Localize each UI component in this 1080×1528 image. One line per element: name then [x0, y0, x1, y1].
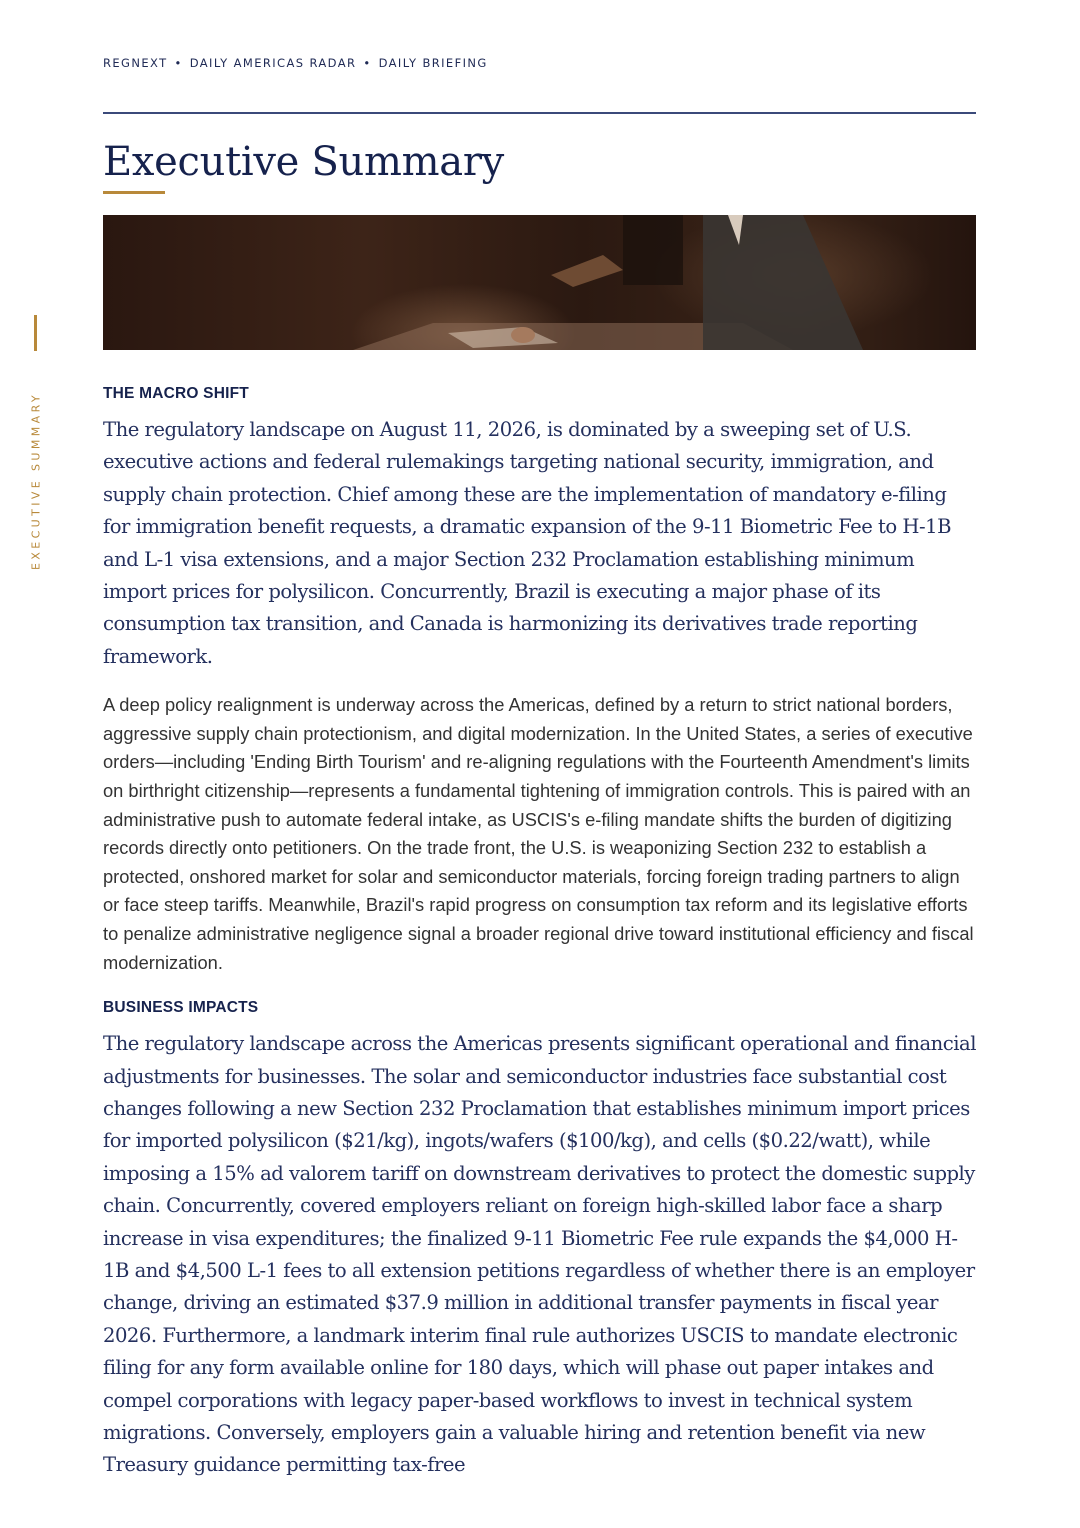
sidebar-section-label: EXECUTIVE SUMMARY	[29, 391, 43, 571]
hero-illustration	[103, 215, 976, 350]
breadcrumb-item-type: DAILY BRIEFING	[378, 56, 488, 70]
summary-content	[103, 383, 976, 1482]
breadcrumb-item-publication: DAILY AMERICAS RADAR	[189, 56, 357, 70]
breadcrumb-separator: •	[174, 56, 183, 70]
breadcrumb-separator: •	[363, 56, 372, 70]
header-divider	[103, 112, 976, 114]
section-heading: THE MACRO SHIFT	[103, 385, 249, 402]
hero-image	[103, 215, 976, 350]
figure-silhouette-left	[623, 215, 683, 285]
section-macro-shift	[103, 383, 976, 977]
folder-in-hand	[551, 255, 623, 287]
page-title: Executive Summary	[103, 139, 504, 185]
section-business-impacts	[103, 997, 976, 1482]
hand	[511, 327, 535, 343]
section-lead-paragraph: The regulatory landscape on August 11, 2026, is dominated by a sweeping set of U.S. executive actions and federal rulemakings targeting national security, immigration, and supply chain protection. Chief among these are the implementation of mandatory e-filing for immigration benefit requests, a dramatic expansion of the 9-11 Biometric Fee to H-1B and L-1 visa extensions, and a major Section 232 Proclamation establishing minimum import prices for polysilicon. Concurrently, Brazil is executing a major phase of its consumption tax transition, and Canada is harmonizing its derivatives trade reporting framework.	[103, 418, 952, 668]
sidebar-accent-bar	[34, 315, 37, 351]
breadcrumb	[103, 56, 488, 70]
title-underline	[103, 191, 165, 194]
section-body-paragraph: A deep policy realignment is underway across the Americas, defined by a return to strict national borders, aggressive supply chain protectionism, and digital modernization. In the United States, a series of executive orders—including 'Ending Birth Tourism' and re-aligning regulations with the Fourteenth Amendment's limits on birthright citizenship—represents a fundamental tightening of immigration controls. This is paired with an administrative push to automate federal intake, as USCIS's e-filing mandate shifts the burden of digitizing records directly onto petitioners. On the trade front, the U.S. is weaponizing Section 232 to establish a protected, onshored market for solar and semiconductor materials, forcing foreign trading partners to align or face steep tariffs. Meanwhile, Brazil's rapid progress on consumption tax reform and its legislative efforts to penalize administrative negligence signal a broader regional drive toward institutional efficiency and fiscal modernization.	[103, 694, 974, 973]
section-lead-paragraph: The regulatory landscape across the Americas presents significant operational and financial adjustments for businesses. The solar and semiconductor industries face substantial cost changes following a new Section 232 Proclamation that establishes minimum import prices for imported polysilicon ($21/kg), ingots/wafers ($100/kg), and cells ($0.22/watt), while imposing a 15% ad valorem tariff on downstream derivatives to protect the domestic supply chain. Concurrently, covered employers reliant on foreign high-skilled labor face a sharp increase in visa expenditures; the finalized 9-11 Biometric Fee rule expands the $4,000 H-1B and $4,500 L-1 fees to all extension petitions regardless of whether there is an employer change, driving an estimated $37.9 million in additional transfer payments in fiscal year 2026. Furthermore, a landmark interim final rule authorizes USCIS to mandate electronic filing for any form available online for 180 days, which will phase out paper intakes and compel corporations with legacy paper-based workflows to invest in technical system migrations. Conversely, employers gain a valuable hiring and retention benefit via new Treasury guidance permitting tax-free	[103, 1032, 976, 1477]
figure-in-suit	[703, 215, 863, 350]
section-heading: BUSINESS IMPACTS	[103, 999, 259, 1017]
breadcrumb-item-brand: REGNEXT	[103, 56, 168, 70]
